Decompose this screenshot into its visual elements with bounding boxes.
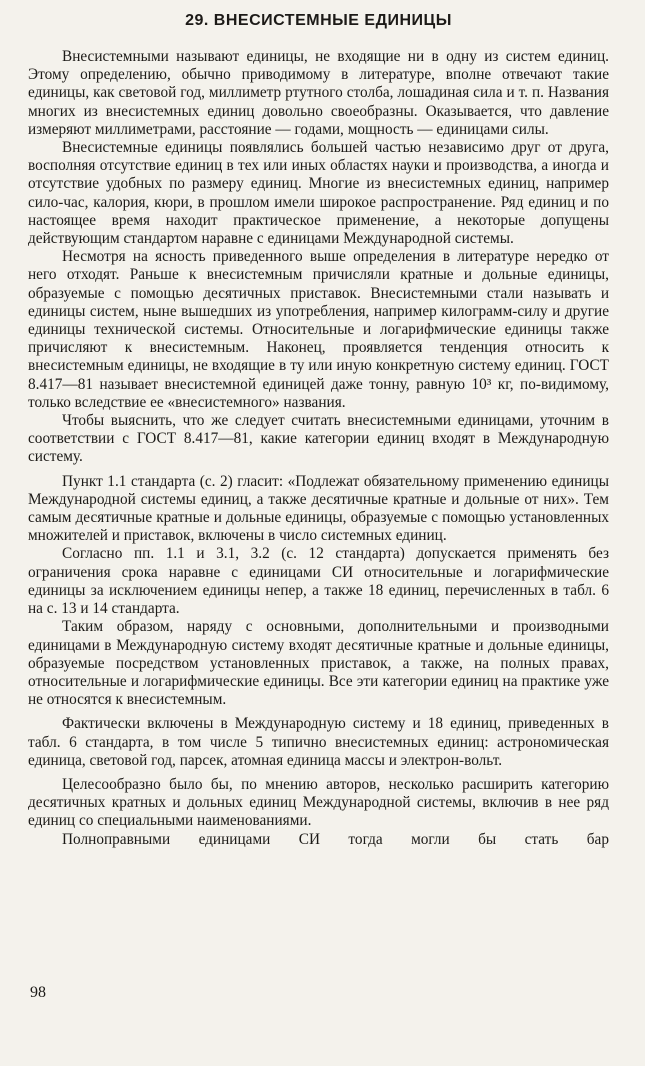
paragraph-4: Чтобы выяснить, что же следует считать внесистемными единицами, уточним в соответствии с ГОСТ 8.417—81, какие категории единиц входят в Международную систему. — [28, 412, 609, 466]
paragraph-10: Полноправными единицами СИ тогда могли бы стать бар — [62, 830, 609, 848]
paragraph-8: Фактически включены в Международную систему и 18 единиц, приведенных в табл. 6 стандарта, в том числе 5 типично внесистемных единиц: астрономическая единица, световой год, парсек, атомная единица массы и электрон-вольт. — [28, 715, 609, 769]
paragraph-2: Внесистемные единицы появлялись большей частью независимо друг от друга, восполняя отсутствие единиц в тех или иных областях науки и производства, а иногда и отсутствие удобных по размеру единиц. Многие из внесистемных единиц, например сило-час, калория, кюри, в прошлом имели широкое распространение. Ряд единиц и по настоящее время находит практическое применение, а некоторые допущены действующим стандартом наравне с единицами Международной системы. — [28, 139, 609, 248]
paragraph-7: Таким образом, наряду с основными, дополнительными и производными единицами в Международную систему входят десятичные кратные и дольные единицы, образуемые посредством установленных приставок, а также, на полных правах, относительные и логарифмические единицы. Все эти категории единиц на практике уже не относятся к внесистемным. — [28, 618, 609, 709]
paragraph-5: Пункт 1.1 стандарта (с. 2) гласит: «Подлежат обязательному применению единицы Международной системы единиц, а также десятичные кратные и дольные от них». Тем самым десятичные кратные и дольные единицы, образуемые с помощью установленных множителей и приставок, включены в число системных единиц. — [28, 472, 609, 545]
section-body — [28, 48, 609, 849]
paragraph-1: Внесистемными называют единицы, не входящие ни в одну из систем единиц. Этому определению, обычно приводимому в литературе, вполне отвечают такие единицы, как световой год, миллиметр ртутного столба, лошадиная сила и т. п. Названия многих из внесистемных единиц довольно своеобразны. Оказывается, что давление измеряют миллиметрами, расстояние — годами, мощность — единицами силы. — [28, 48, 609, 138]
paragraph-9: Целесообразно было бы, по мнению авторов, несколько расширить категорию десятичных кратных и дольных единиц Международной системы, включив в нее ряд единиц со специальными наименованиями. — [28, 775, 609, 830]
section-title: 29. ВНЕСИСТЕМНЫЕ ЕДИНИЦЫ — [185, 12, 452, 29]
paragraph-6: Согласно пп. 1.1 и 3.1, 3.2 (с. 12 стандарта) допускается применять без ограничения срока наравне с единицами СИ относительные и логарифмические единицы за исключением единицы непер, а также 18 единиц, перечисленных в табл. 6 на с. 13 и 14 стандарта. — [28, 545, 609, 618]
paragraph-3: Несмотря на ясность приведенного выше определения в литературе нередко от него отходят. Раньше к внесистемным причисляли кратные и дольные единицы, образуемые с помощью десятичных приставок. Внесистемными стали называть и единицы систем, ныне вышедших из употребления, например килограмм-силу и другие единицы технической системы. Относительные и логарифмические единицы также причисляют к внесистемным. Наконец, проявляется тенденция относить к внесистемным единицы, не входящие в ту или иную конкретную систему единиц. ГОСТ 8.417—81 называет внесистемной единицей даже тонну, равную 10³ кг, по-видимому, только вследствие ее «внесистемного» названия. — [28, 248, 609, 411]
page-number: 98 — [30, 984, 46, 1001]
